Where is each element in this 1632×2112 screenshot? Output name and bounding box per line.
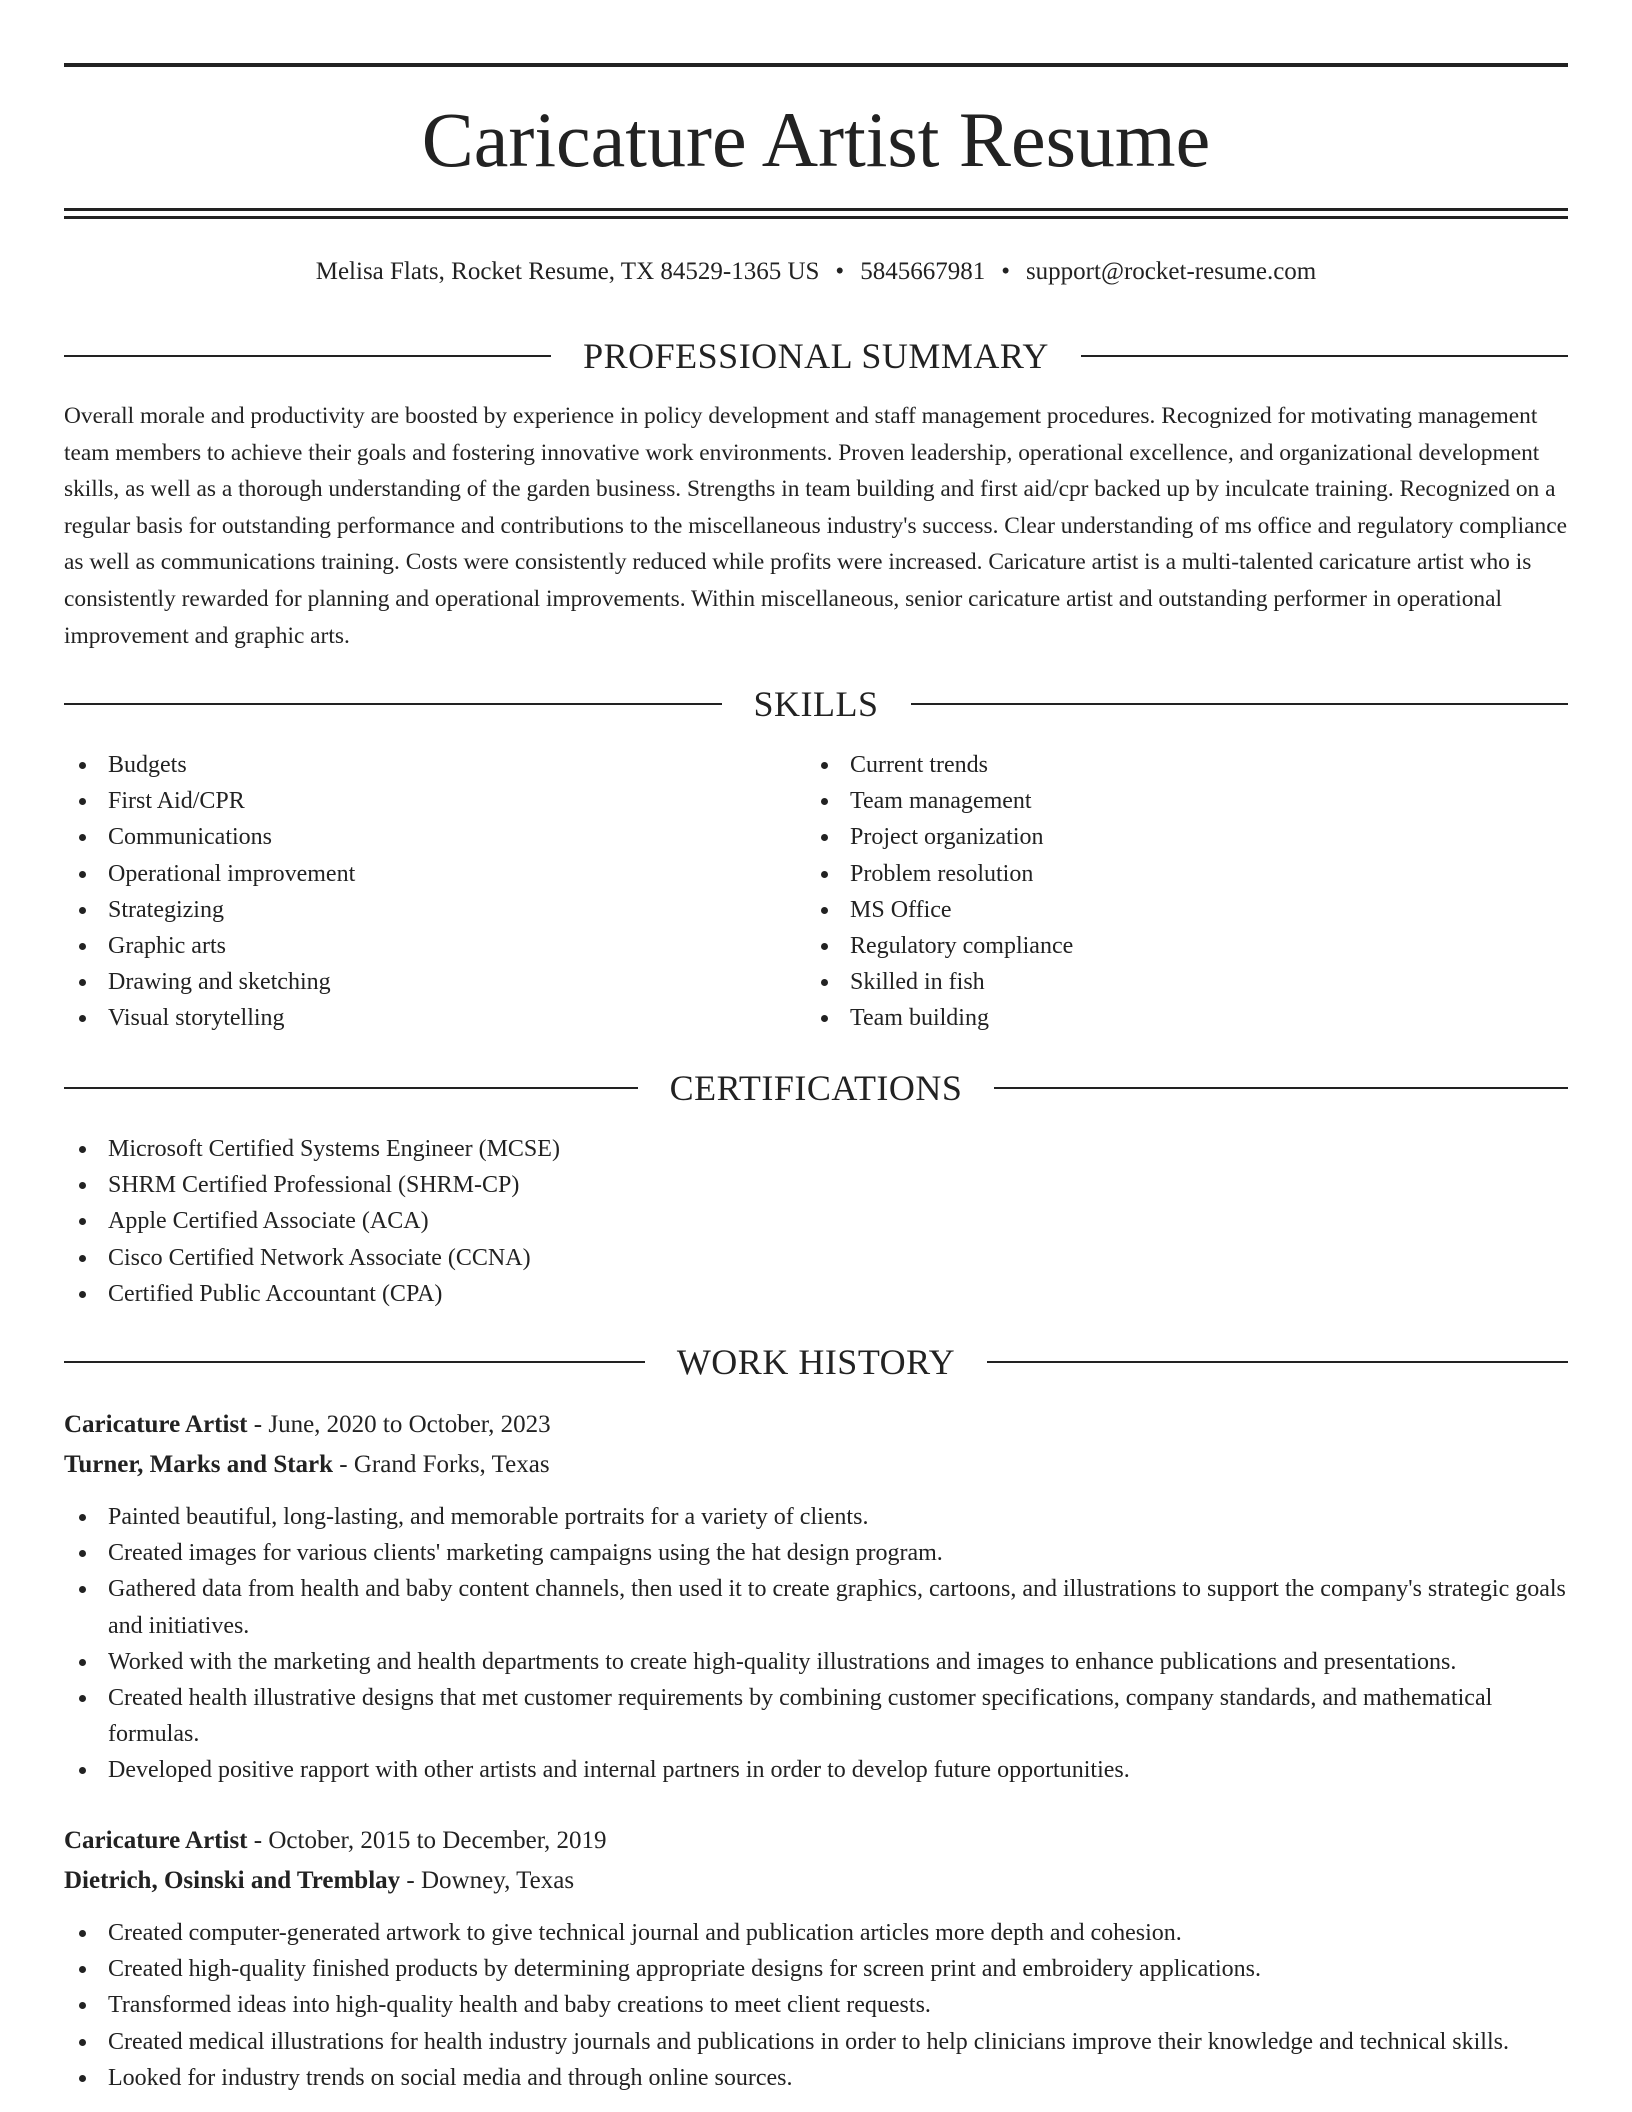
job-company: Turner, Marks and Stark <box>64 1451 334 1478</box>
duty-item: Transformed ideas into high-quality health and baby creations to meet client requests. <box>64 1987 1568 2023</box>
certification-item: Certified Public Accountant (CPA) <box>64 1276 1064 1312</box>
skill-item: Team building <box>806 1000 1506 1036</box>
certification-item: Apple Certified Associate (ACA) <box>64 1203 1064 1239</box>
resume-title: Caricature Artist Resume <box>421 96 1211 183</box>
duty-item: Created medical illustrations for health industry journals and publications in order to help clinicians improve their knowledge and technical skills. <box>64 2024 1568 2060</box>
job-title-line: Caricature Artist - June, 2020 to October, 2023 <box>64 1411 551 1438</box>
title-rule-lower <box>64 216 1568 219</box>
section-heading-label: SKILLS <box>753 684 879 724</box>
skill-item: Project organization <box>806 819 1506 855</box>
job-company-line: Turner, Marks and Stark - Grand Forks, Texas <box>64 1451 550 1478</box>
contact-email: support@rocket-resume.com <box>1025 258 1317 285</box>
section-heading-label: WORK HISTORY <box>676 1342 956 1382</box>
section-heading-certifications <box>64 1066 1568 1110</box>
skill-item: Problem resolution <box>806 856 1506 892</box>
contact-separator: • <box>1001 258 1010 285</box>
job-location: Downey, Texas <box>421 1867 575 1894</box>
job-duties-list <box>64 1915 1568 2096</box>
skill-item: First Aid/CPR <box>64 783 764 819</box>
contact-address: Melisa Flats, Rocket Resume, TX 84529-1365 US <box>315 258 820 285</box>
top-rule <box>64 63 1568 67</box>
duty-item: Created computer-generated artwork to give technical journal and publication articles more depth and cohesion. <box>64 1915 1568 1951</box>
certification-item: SHRM Certified Professional (SHRM-CP) <box>64 1167 1064 1203</box>
skill-item: Team management <box>806 783 1506 819</box>
section-heading-summary <box>64 334 1568 378</box>
duty-item: Worked with the marketing and health departments to create high-quality illustrations and images to enhance publications and presentations. <box>64 1644 1568 1680</box>
skill-item: Skilled in fish <box>806 964 1506 1000</box>
duty-item: Created high-quality finished products by determining appropriate designs for screen print and embroidery applications. <box>64 1951 1568 1987</box>
skills-list-left <box>64 747 764 1037</box>
contact-separator: • <box>835 258 845 285</box>
job-company-line: Dietrich, Osinski and Tremblay - Downey, Texas <box>64 1867 575 1894</box>
heading-rule <box>987 1361 1568 1363</box>
heading-rule <box>1081 355 1568 357</box>
job-location: Grand Forks, Texas <box>353 1451 550 1478</box>
skill-item: Visual storytelling <box>64 1000 764 1036</box>
job-title-line: Caricature Artist - October, 2015 to December, 2019 <box>64 1827 607 1854</box>
skill-item: Current trends <box>806 747 1506 783</box>
section-heading-work-history <box>64 1340 1568 1384</box>
skill-item: Budgets <box>64 747 764 783</box>
section-heading-skills <box>64 682 1568 726</box>
job-dates: June, 2020 to October, 2023 <box>268 1411 551 1438</box>
skill-item: MS Office <box>806 892 1506 928</box>
job-title: Caricature Artist <box>64 1411 248 1438</box>
skill-item: Regulatory compliance <box>806 928 1506 964</box>
skills-list-right <box>806 747 1506 1037</box>
heading-rule <box>911 703 1569 705</box>
skill-item: Communications <box>64 819 764 855</box>
heading-rule <box>64 1087 638 1089</box>
contact-line <box>64 254 1568 290</box>
section-heading-label: PROFESSIONAL SUMMARY <box>583 336 1049 376</box>
skill-item: Strategizing <box>64 892 764 928</box>
skill-item: Operational improvement <box>64 856 764 892</box>
certification-item: Microsoft Certified Systems Engineer (MCSE) <box>64 1131 1064 1167</box>
duty-item: Looked for industry trends on social media and through online sources. <box>64 2060 1568 2096</box>
duty-item: Painted beautiful, long-lasting, and memorable portraits for a variety of clients. <box>64 1499 1568 1535</box>
job-duties-list <box>64 1499 1568 1789</box>
heading-rule <box>64 1361 645 1363</box>
certification-item: Cisco Certified Network Associate (CCNA) <box>64 1240 1064 1276</box>
title-rule-upper <box>64 208 1568 211</box>
skill-item: Drawing and sketching <box>64 964 764 1000</box>
summary-text: Overall morale and productivity are boosted by experience in policy development and staff management procedures. Recognized for motivating management team members to achieve their goals and fostering innovative work environments. Proven leadership, operational excellence, and organizational development skills, as well as a thorough understanding of the garden business. Strengths in team building and first aid/cpr backed up by inculcate training. Recognized on a regular basis for outstanding performance and contributions to the miscellaneous industry's success. Clear understanding of ms office and regulatory compliance as well as communications training. Costs were consistently reduced while profits were increased. Caricature artist is a multi-talented caricature artist who is consistently rewarded for planning and operational improvements. Within miscellaneous, senior caricature artist and outstanding performer in operational improvement and graphic arts. <box>64 403 1567 649</box>
contact-phone: 5845667981 <box>860 258 986 285</box>
skill-item: Graphic arts <box>64 928 764 964</box>
heading-rule <box>994 1087 1568 1089</box>
job-dates: October, 2015 to December, 2019 <box>268 1827 607 1854</box>
job-title: Caricature Artist <box>64 1827 248 1854</box>
duty-item: Gathered data from health and baby content channels, then used it to create graphics, cartoons, and illustrations to support the company's strategic goals and initiatives. <box>64 1571 1568 1643</box>
duty-item: Developed positive rapport with other artists and internal partners in order to develop future opportunities. <box>64 1752 1568 1788</box>
duty-item: Created health illustrative designs that met customer requirements by combining customer specifications, company standards, and mathematical formulas. <box>64 1680 1568 1752</box>
certifications-list <box>64 1131 1064 1312</box>
duty-item: Created images for various clients' marketing campaigns using the hat design program. <box>64 1535 1568 1571</box>
heading-rule <box>64 703 722 705</box>
job-company: Dietrich, Osinski and Tremblay <box>64 1867 401 1894</box>
heading-rule <box>64 355 551 357</box>
section-heading-label: CERTIFICATIONS <box>669 1068 963 1108</box>
